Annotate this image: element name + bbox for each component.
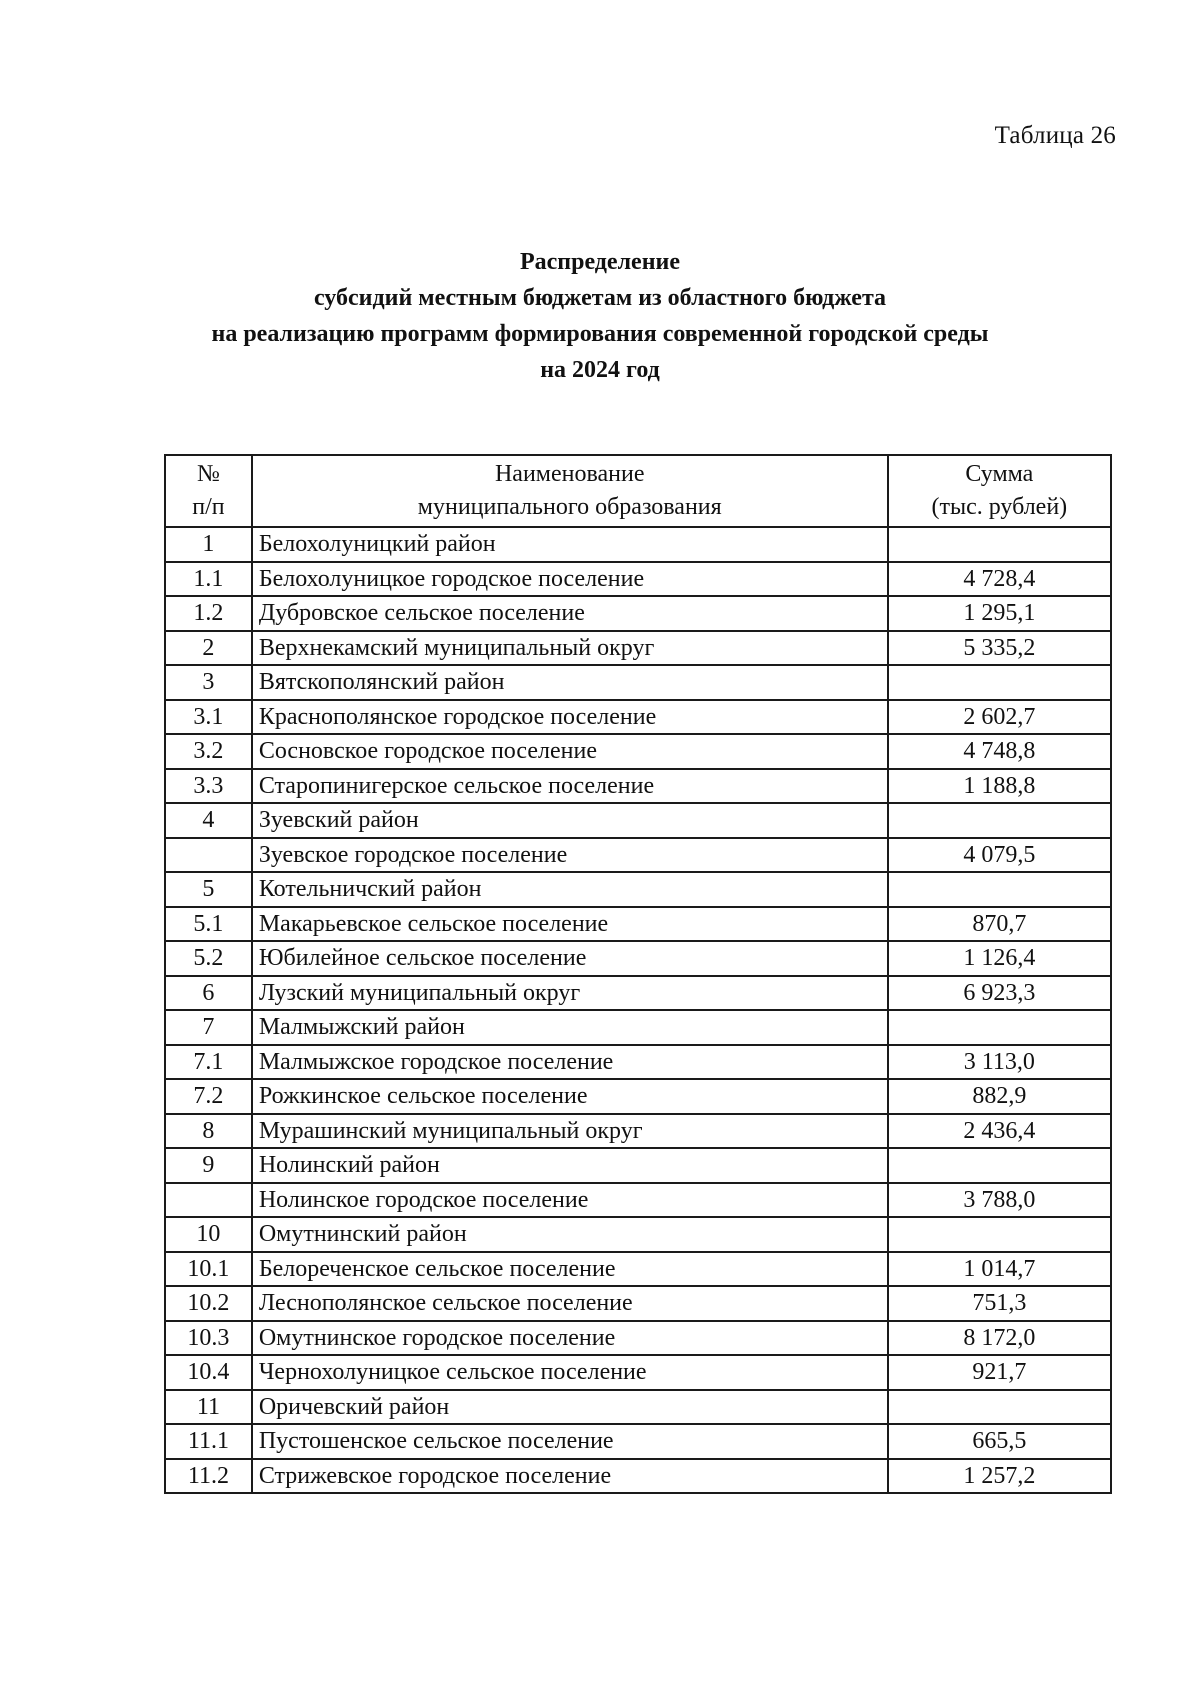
row-number-cell: 10 (165, 1217, 252, 1252)
row-name-cell: Рожкинское сельское поселение (252, 1079, 888, 1114)
table-row (165, 1286, 1111, 1321)
row-name-cell: Макарьевское сельское поселение (252, 907, 888, 942)
row-name-cell: Зуевское городское поселение (252, 838, 888, 873)
row-number-cell: 6 (165, 976, 252, 1011)
row-number-cell: 7.1 (165, 1045, 252, 1080)
row-sum-cell: 1 126,4 (888, 941, 1111, 976)
row-number-cell: 10.3 (165, 1321, 252, 1356)
row-number-cell (165, 1183, 252, 1218)
row-name-cell: Зуевский район (252, 803, 888, 838)
row-sum-cell: 2 436,4 (888, 1114, 1111, 1149)
table-row (165, 527, 1111, 562)
row-name-cell: Лузский муниципальный округ (252, 976, 888, 1011)
document-title (0, 244, 1200, 388)
row-sum-cell: 1 257,2 (888, 1459, 1111, 1494)
row-number-cell: 1.2 (165, 596, 252, 631)
row-number-cell: 5.1 (165, 907, 252, 942)
table-body (165, 527, 1111, 1493)
row-name-cell: Леснополянское сельское поселение (252, 1286, 888, 1321)
table-header-row (165, 455, 1111, 527)
row-number-cell: 1.1 (165, 562, 252, 597)
row-sum-cell (888, 803, 1111, 838)
row-sum-cell (888, 527, 1111, 562)
row-number-cell: 5.2 (165, 941, 252, 976)
row-sum-cell: 5 335,2 (888, 631, 1111, 666)
row-sum-cell (888, 665, 1111, 700)
column-header-number (165, 455, 252, 527)
title-line-2: субсидий местным бюджетам из областного бюджета (313, 285, 887, 311)
row-sum-cell (888, 1148, 1111, 1183)
row-number-cell: 9 (165, 1148, 252, 1183)
row-number-cell: 2 (165, 631, 252, 666)
row-number-cell: 11 (165, 1390, 252, 1425)
row-number-cell: 5 (165, 872, 252, 907)
row-name-cell: Малмыжский район (252, 1010, 888, 1045)
table-row (165, 562, 1111, 597)
row-sum-cell: 870,7 (888, 907, 1111, 942)
table-row (165, 1010, 1111, 1045)
table-row (165, 1252, 1111, 1287)
row-number-cell: 11.2 (165, 1459, 252, 1494)
title-line-3: на реализацию программ формирования современной городской среды (211, 321, 989, 347)
table-row (165, 1355, 1111, 1390)
row-name-cell: Верхнекамский муниципальный округ (252, 631, 888, 666)
row-number-cell (165, 838, 252, 873)
table-row (165, 700, 1111, 735)
row-name-cell: Стрижевское городское поселение (252, 1459, 888, 1494)
title-line-4: на 2024 год (540, 357, 660, 383)
table-row (165, 1217, 1111, 1252)
header-number-line-1: № (196, 461, 220, 487)
row-number-cell: 3 (165, 665, 252, 700)
row-name-cell: Нолинское городское поселение (252, 1183, 888, 1218)
table-row (165, 1183, 1111, 1218)
row-sum-cell: 1 014,7 (888, 1252, 1111, 1287)
table-row (165, 1045, 1111, 1080)
row-number-cell: 10.1 (165, 1252, 252, 1287)
row-name-cell: Белохолуницкий район (252, 527, 888, 562)
header-number-line-2: п/п (192, 494, 225, 520)
table-row (165, 665, 1111, 700)
table-row (165, 1390, 1111, 1425)
row-number-cell: 10.2 (165, 1286, 252, 1321)
row-sum-cell: 665,5 (888, 1424, 1111, 1459)
row-name-cell: Омутнинское городское поселение (252, 1321, 888, 1356)
row-name-cell: Юбилейное сельское поселение (252, 941, 888, 976)
row-name-cell: Чернохолуницкое сельское поселение (252, 1355, 888, 1390)
table-row (165, 1114, 1111, 1149)
row-number-cell: 3.3 (165, 769, 252, 804)
row-sum-cell: 4 728,4 (888, 562, 1111, 597)
row-sum-cell: 8 172,0 (888, 1321, 1111, 1356)
row-name-cell: Белохолуницкое городское поселение (252, 562, 888, 597)
row-sum-cell (888, 872, 1111, 907)
row-sum-cell: 1 188,8 (888, 769, 1111, 804)
table-row (165, 1459, 1111, 1494)
table-row (165, 1424, 1111, 1459)
header-sum-line-2: (тыс. рублей) (931, 494, 1068, 520)
table-row (165, 596, 1111, 631)
row-name-cell: Пустошенское сельское поселение (252, 1424, 888, 1459)
table-row (165, 1079, 1111, 1114)
header-sum-line-1: Сумма (965, 461, 1034, 487)
row-number-cell: 7 (165, 1010, 252, 1045)
table-row (165, 872, 1111, 907)
row-number-cell: 3.2 (165, 734, 252, 769)
row-name-cell: Омутнинский район (252, 1217, 888, 1252)
column-header-name (252, 455, 888, 527)
row-name-cell: Дубровское сельское поселение (252, 596, 888, 631)
table-row (165, 631, 1111, 666)
row-name-cell: Белореченское сельское поселение (252, 1252, 888, 1287)
row-number-cell: 8 (165, 1114, 252, 1149)
row-name-cell: Малмыжское городское поселение (252, 1045, 888, 1080)
table-row (165, 838, 1111, 873)
row-name-cell: Сосновское городское поселение (252, 734, 888, 769)
subsidy-distribution-table (164, 454, 1112, 1494)
row-sum-cell: 751,3 (888, 1286, 1111, 1321)
row-name-cell: Оричевский район (252, 1390, 888, 1425)
row-number-cell: 10.4 (165, 1355, 252, 1390)
row-sum-cell: 3 113,0 (888, 1045, 1111, 1080)
row-sum-cell: 3 788,0 (888, 1183, 1111, 1218)
table-row (165, 803, 1111, 838)
row-number-cell: 7.2 (165, 1079, 252, 1114)
row-sum-cell: 921,7 (888, 1355, 1111, 1390)
table-row (165, 769, 1111, 804)
table-row (165, 941, 1111, 976)
row-sum-cell: 882,9 (888, 1079, 1111, 1114)
table-row (165, 1321, 1111, 1356)
row-number-cell: 3.1 (165, 700, 252, 735)
table-row (165, 976, 1111, 1011)
row-number-cell: 11.1 (165, 1424, 252, 1459)
column-header-sum (888, 455, 1111, 527)
header-name-line-2: муниципального образования (417, 494, 722, 520)
row-sum-cell: 1 295,1 (888, 596, 1111, 631)
row-sum-cell: 4 748,8 (888, 734, 1111, 769)
table-number-label: Таблица 26 (994, 122, 1116, 149)
table-row (165, 907, 1111, 942)
row-name-cell: Мурашинский муниципальный округ (252, 1114, 888, 1149)
title-line-1: Распределение (519, 249, 681, 275)
row-sum-cell (888, 1010, 1111, 1045)
table-row (165, 734, 1111, 769)
table-row (165, 1148, 1111, 1183)
row-name-cell: Вятскополянский район (252, 665, 888, 700)
row-name-cell: Котельничский район (252, 872, 888, 907)
row-sum-cell: 2 602,7 (888, 700, 1111, 735)
row-name-cell: Старопинигерское сельское поселение (252, 769, 888, 804)
row-name-cell: Краснополянское городское поселение (252, 700, 888, 735)
header-name-line-1: Наименование (494, 461, 645, 487)
row-number-cell: 4 (165, 803, 252, 838)
row-sum-cell: 6 923,3 (888, 976, 1111, 1011)
row-sum-cell (888, 1390, 1111, 1425)
row-number-cell: 1 (165, 527, 252, 562)
row-name-cell: Нолинский район (252, 1148, 888, 1183)
row-sum-cell (888, 1217, 1111, 1252)
row-sum-cell: 4 079,5 (888, 838, 1111, 873)
